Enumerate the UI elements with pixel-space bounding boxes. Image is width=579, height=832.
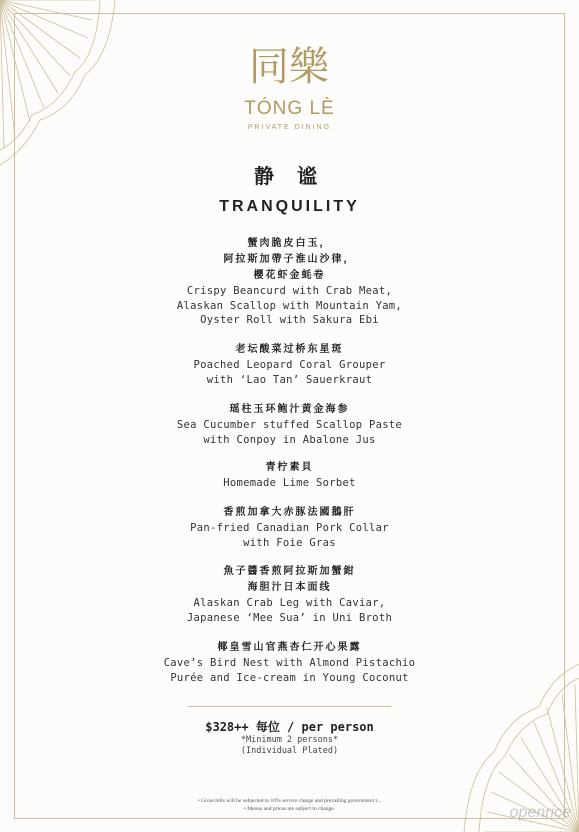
footer-prices-note: • Menus and prices are subject to change. [243,806,336,812]
divider [188,706,391,707]
course-5 [60,505,519,550]
minimum-note: *Minimum 2 persons* [240,735,339,745]
course-en-line: Japanese ‘Mee Sua’ in Uni Broth [186,611,393,624]
course-1 [60,236,519,328]
course-en-line: Alaskan Scallop with Mountain Yam, [176,299,403,312]
course-cn-line: 蟹肉脆皮白玉， [247,238,332,249]
footer-service-charge: • Gross bills will be subjected to 10% service charge and prevailing government t... [197,798,382,804]
svg-text:同樂: 同樂 [249,44,329,88]
tong-le-logo [233,40,345,88]
brand-subtitle: PRIVATE DINING [247,124,332,131]
course-cn-line: 香煎加拿大赤豚法國鵝肝 [223,507,356,518]
course-4 [60,460,519,491]
top-left-fan-ornament [0,0,130,180]
course-en-line: Homemade Lime Sorbet [223,477,356,489]
course-en-line: Alaskan Crab Leg with Caviar, [193,597,386,609]
course-cn-line: 海胆汁日本面线 [247,582,332,593]
menu-title-chinese: 静 谧 [254,164,325,188]
course-2 [60,342,519,387]
course-en-line: Pan-fried Canadian Pork Collar [190,522,389,534]
course-cn-line: 櫻花虾金蚝卷 [253,270,326,281]
course-3 [60,402,519,447]
course-en-line: Sea Cucumber stuffed Scallop Paste [176,419,403,431]
course-cn-line: 阿拉斯加帶子淮山沙律， [223,254,356,265]
price: $328++ 每位 / per person [205,720,374,734]
course-en-line: Oyster Roll with Sakura Ebi [200,314,379,326]
course-en-line: Crispy Beancurd with Crab Meat, [186,285,393,297]
course-7 [60,640,519,685]
course-en-line: Poached Leopard Coral Grouper [193,359,386,371]
plating-note: (Individual Plated) [240,746,339,756]
brand-name: TÓNG LÈ [244,98,335,119]
course-cn-line: 青柠素貝 [265,462,314,473]
course-en-line: Purée and Ice-cream in Young Coconut [170,671,409,684]
course-cn-line: 椰皇雪山官燕杏仁开心果露 [217,642,362,653]
course-cn-line: 老坛酸菜过桥东星斑 [235,344,344,355]
course-en-line: with ‘Lao Tan’ Sauerkraut [206,373,373,386]
course-en-line: with Conpoy in Abalone Jus [203,433,376,446]
course-cn-line: 瑶柱玉环鲍汁黄金海参 [229,404,350,415]
course-en-line: Cave’s Bird Nest with Almond Pistachio [163,657,416,669]
course-6 [60,564,519,625]
openrice-watermark: openrice [509,804,571,821]
course-cn-line: 魚子醬香煎阿拉斯加蟹鉗 [223,566,356,577]
course-en-line: with Foie Gras [243,536,336,549]
menu-title-english: TRANQUILITY [219,198,360,215]
